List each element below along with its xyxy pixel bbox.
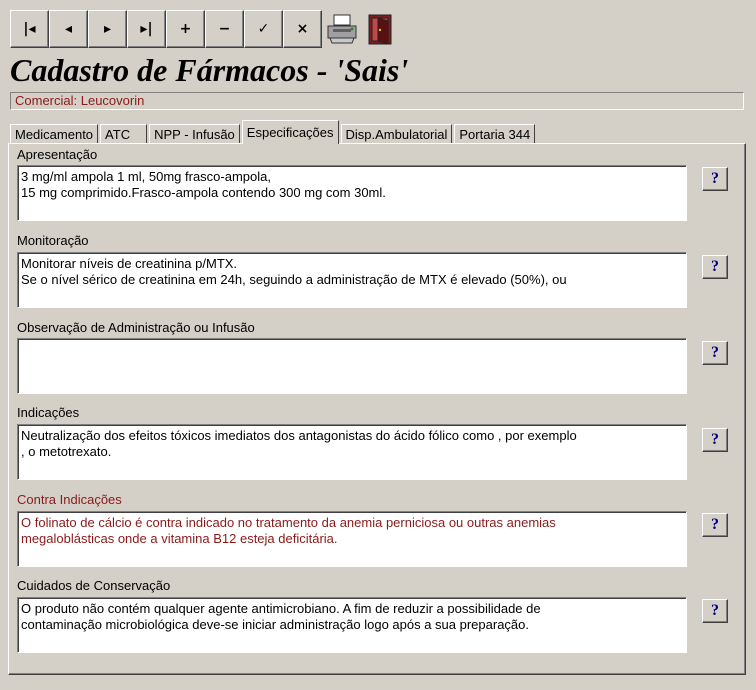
apresentacao-help-button[interactable]: ?	[702, 167, 728, 191]
monitoracao-field[interactable]: Monitorar níveis de creatinina p/MTX. Se o nível sérico de creatinina em 24h, seguindo a administração de MTX é elevado (50%), ou	[17, 252, 687, 308]
printer-icon	[325, 12, 359, 46]
cancel-button[interactable]: ×	[283, 10, 322, 48]
exit-button[interactable]	[362, 10, 402, 48]
tab-panel	[8, 143, 746, 675]
exit-door-icon	[365, 12, 399, 46]
toolbar	[10, 10, 402, 50]
tab-medicamento[interactable]: Medicamento	[10, 124, 98, 144]
first-record-button[interactable]: |◂	[10, 10, 49, 48]
delete-record-button[interactable]: −	[205, 10, 244, 48]
page-title: Cadastro de Fármacos - 'Sais'	[10, 52, 409, 88]
observacao-field[interactable]	[17, 338, 687, 394]
add-record-button[interactable]: +	[166, 10, 205, 48]
observacao-help-button[interactable]: ?	[702, 341, 728, 365]
last-record-button[interactable]: ▸|	[127, 10, 166, 48]
monitoracao-help-button[interactable]: ?	[702, 255, 728, 279]
monitoracao-label: Monitoração	[17, 233, 89, 248]
commercial-name-field: Comercial: Leucovorin	[10, 92, 744, 110]
conservacao-help-button[interactable]: ?	[702, 599, 728, 623]
apresentacao-label: Apresentação	[17, 147, 98, 162]
conservacao-label: Cuidados de Conservação	[17, 578, 171, 593]
contra-indicacoes-field[interactable]: O folinato de cálcio é contra indicado no tratamento da anemia perniciosa ou outras anemias megaloblásticas onde a vitamina B12 esteja deficitária.	[17, 511, 687, 567]
conservacao-field[interactable]: O produto não contém qualquer agente antimicrobiano. A fim de reduzir a possibilidade de contaminação microbiológica deve-se iniciar administração logo após a sua preparação.	[17, 597, 687, 653]
indicacoes-help-button[interactable]: ?	[702, 428, 728, 452]
observacao-label: Observação de Administração ou Infusão	[17, 320, 255, 335]
tab-bar	[10, 120, 537, 144]
tab-npp-infusao[interactable]: NPP - Infusão	[149, 124, 240, 144]
apresentacao-field[interactable]: 3 mg/ml ampola 1 ml, 50mg frasco-ampola, 15 mg comprimido.Frasco-ampola contendo 300 mg com 30ml.	[17, 165, 687, 221]
indicacoes-field[interactable]: Neutralização dos efeitos tóxicos imediatos dos antagonistas do ácido fólico como , por exemplo , o metotrexato.	[17, 424, 687, 480]
tab-disp-ambulatorial[interactable]: Disp.Ambulatorial	[341, 124, 453, 144]
indicacoes-label: Indicações	[17, 405, 80, 420]
previous-record-button[interactable]: ◂	[49, 10, 88, 48]
print-button[interactable]	[322, 10, 362, 48]
next-record-button[interactable]: ▸	[88, 10, 127, 48]
tab-portaria-344[interactable]: Portaria 344	[454, 124, 535, 144]
confirm-button[interactable]: ✓	[244, 10, 283, 48]
tab-atc[interactable]: ATC	[100, 124, 147, 144]
contra-indicacoes-help-button[interactable]: ?	[702, 513, 728, 537]
tab-especificacoes[interactable]: Especificações	[242, 120, 339, 144]
contra-indicacoes-label: Contra Indicações	[17, 492, 122, 507]
